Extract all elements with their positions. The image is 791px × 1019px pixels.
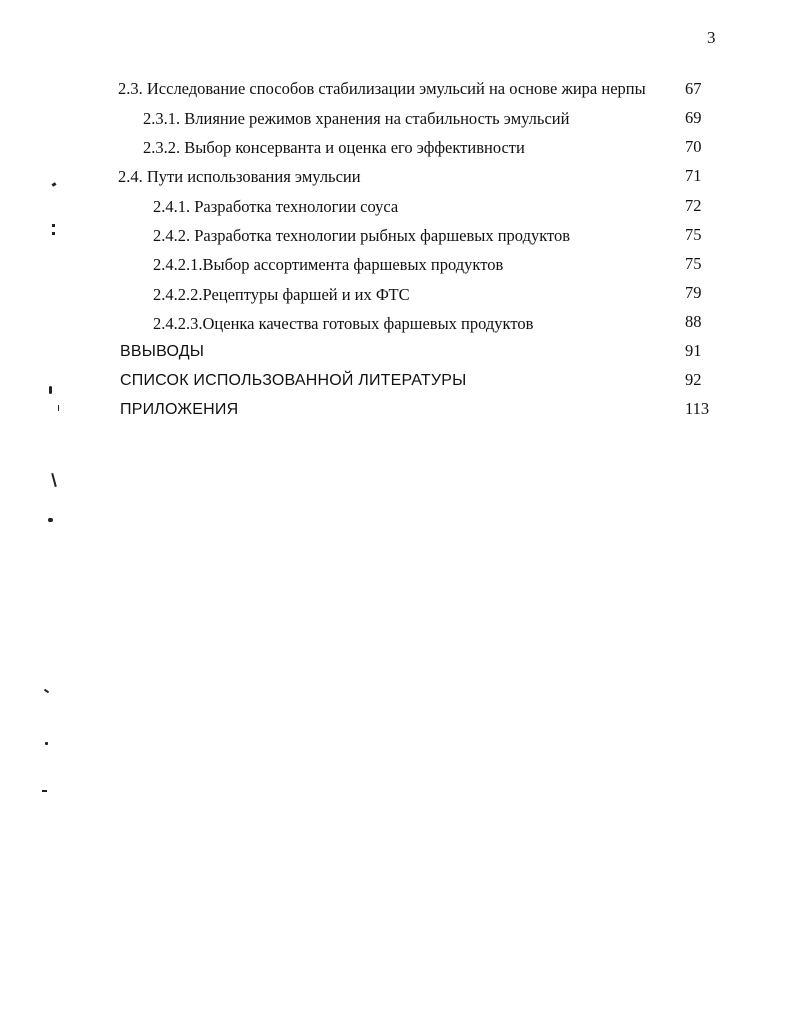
scan-speck: [45, 742, 48, 745]
toc-page-2-4-2-1: 75: [685, 254, 702, 273]
toc-page-references: 92: [685, 370, 702, 389]
scan-speck: [52, 182, 57, 187]
toc-page-2-4-1: 72: [685, 196, 702, 215]
toc-page-2-3-1: 69: [685, 108, 702, 127]
toc-entry-2-4-2: 2.4.2. Разработка технологии рыбных фаршевых продуктов: [153, 226, 571, 245]
toc-entry-2-3: 2.3. Исследование способов стабилизации эмульсий на основе жира нерпы: [118, 79, 646, 98]
scan-speck: [51, 473, 57, 487]
scan-speck: [44, 689, 49, 694]
scan-speck: [52, 232, 55, 235]
toc-entry-2-3-1: 2.3.1. Влияние режимов хранения на стабильность эмульсий: [143, 109, 570, 128]
scan-speck: [52, 224, 55, 227]
toc-page-conclusions: 91: [685, 341, 702, 360]
toc-page-2-3-2: 70: [685, 137, 702, 156]
scan-speck: [49, 386, 52, 394]
toc-page-2-4-2-3: 88: [685, 312, 702, 331]
toc-entry-2-3-2: 2.3.2. Выбор консерванта и оценка его эффективности: [143, 138, 525, 157]
toc-entry-2-4-2-2: 2.4.2.2.Рецептуры фаршей и их ФТС: [153, 285, 410, 304]
toc-entry-appendices: ПРИЛОЖЕНИЯ: [120, 401, 239, 418]
scan-speck: [58, 405, 59, 411]
scan-speck: [48, 518, 53, 522]
toc-entry-references: СПИСОК ИСПОЛЬЗОВАННОЙ ЛИТЕРАТУРЫ: [120, 372, 467, 389]
toc-page-2-3: 67: [685, 79, 702, 98]
scan-speck: [42, 790, 47, 792]
toc-entry-2-4-1: 2.4.1. Разработка технологии соуса: [153, 197, 399, 216]
toc-entry-2-4-2-3: 2.4.2.3.Оценка качества готовых фаршевых продуктов: [153, 314, 534, 333]
toc-entry-2-4: 2.4. Пути использования эмульсии: [118, 167, 361, 186]
toc-entry-2-4-2-1: 2.4.2.1.Выбор ассортимента фаршевых продуктов: [153, 255, 504, 274]
page-number: 3: [707, 28, 716, 47]
toc-page-2-4: 71: [685, 166, 702, 185]
toc-page-2-4-2-2: 79: [685, 283, 702, 302]
toc-entry-conclusions: ВВЫВОДЫ: [120, 343, 205, 360]
toc-page-appendices: 113: [685, 399, 710, 418]
toc-page-2-4-2: 75: [685, 225, 702, 244]
